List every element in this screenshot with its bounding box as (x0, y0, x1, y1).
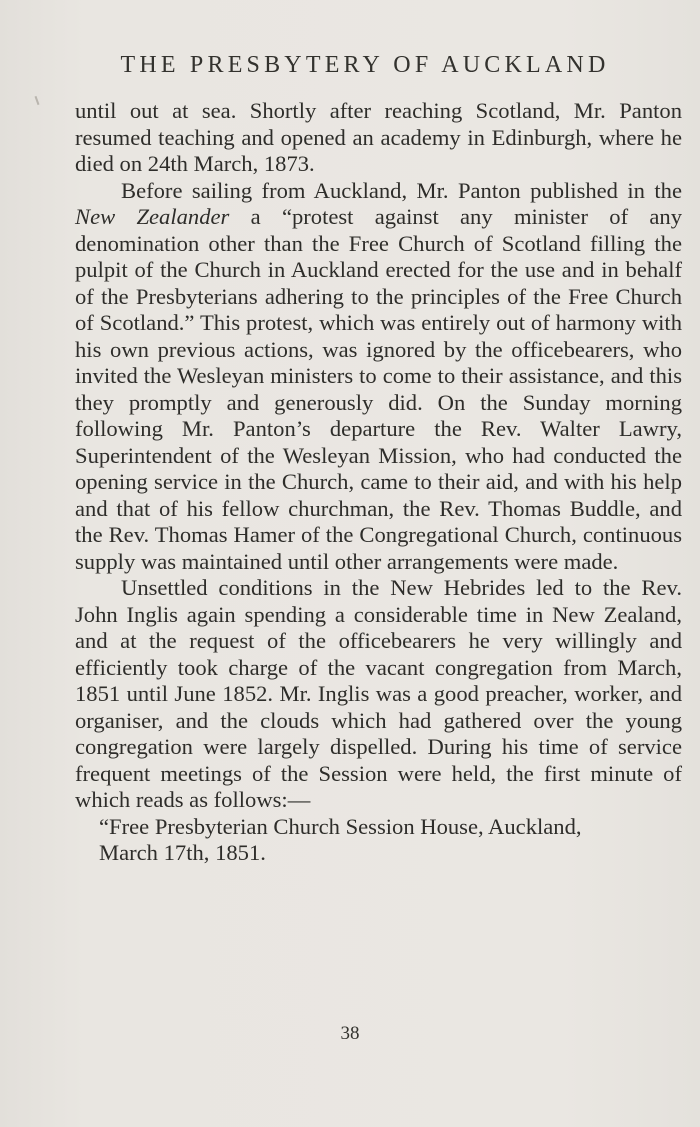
paragraph-2-start: Before sailing from Auckland, Mr. Panton published in the (121, 177, 682, 203)
paragraph-2 (75, 178, 682, 576)
quote-line-1: “Free Presbyterian Church Session House, Auckland, (99, 813, 582, 839)
paragraph-1: until out at sea. Shortly after reaching Scotland, Mr. Panton resumed teaching and opened an academy in Edinburgh, where he died on 24th March, 1873. (75, 98, 682, 176)
margin-mark (35, 96, 40, 105)
paragraph-2-rest: a “protest against any minister of any denomination other than the Free Church of Scotland filling the pulpit of the Church in Auckland erected for the use and in behalf of the Presbyterians adhering to the principles of the Free Church of Scotland.” This protest, which was entirely out of harmony with his own previous actions, was ignored by the officebearers, who invited the Wesleyan ministers to come to their assistance, and this they promptly and generously did. On the Sunday morning following Mr. Panton’s departure the Rev. Walter Lawry, Superintendent of the Wesleyan Mission, who had conducted the opening service in the Church, came to their aid, and with his help and that of his fellow churchman, the Rev. Thomas Buddle, and the Rev. Thomas Hamer of the Congregational Church, continuous supply was maintained until other arrangements were made. (75, 204, 682, 574)
paragraph-3: Unsettled conditions in the New Hebrides led to the Rev. John Inglis again spending a considerable time in New Zealand, and at the request of the officebearers he very willingly and efficiently took charge of the vacant congregation from March, 1851 until June 1852. Mr. Inglis was a good preacher, worker, and organiser, and the clouds which had gathered over the young congregation were largely dispelled. During his time of service frequent meetings of the Session were held, the first minute of which reads as follows:— (75, 575, 682, 812)
running-head (0, 52, 700, 79)
session-minute-quote (99, 814, 682, 867)
body-text (75, 98, 682, 867)
newspaper-title: New Zealander (75, 204, 230, 229)
page-number: 38 (340, 1023, 360, 1044)
quote-line-2: March 17th, 1851. (99, 840, 266, 865)
running-head-text: THE PRESBYTERY OF AUCKLAND (120, 52, 610, 78)
